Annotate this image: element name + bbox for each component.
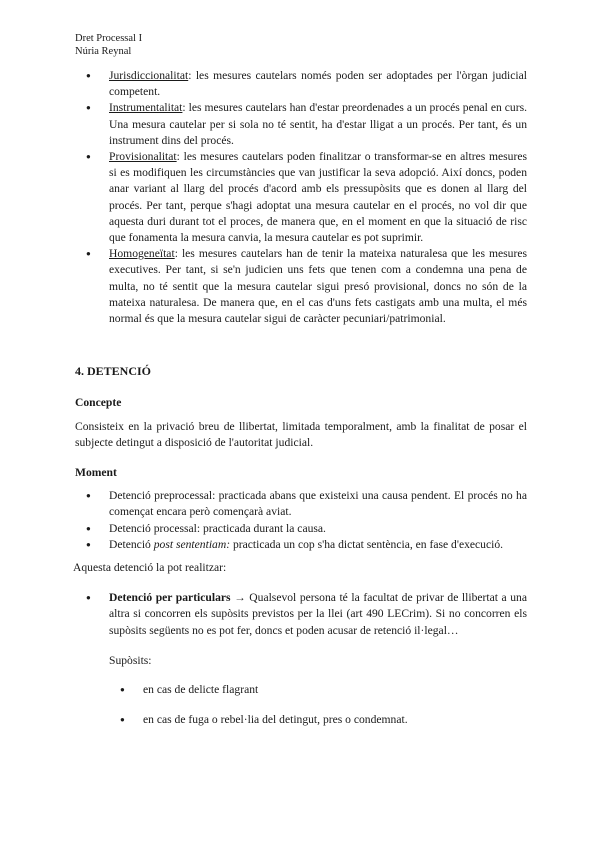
particulars-list bbox=[75, 590, 527, 639]
list-item bbox=[75, 246, 527, 327]
document-body bbox=[75, 68, 527, 729]
page-header bbox=[75, 32, 142, 58]
suposits-label: Supòsits: bbox=[109, 653, 152, 667]
list-item: ● Detenció processal: practicada durant la causa. bbox=[75, 521, 527, 537]
particulars-heading: Detenció per particulars → bbox=[109, 591, 246, 605]
header-subject: Dret Processal I bbox=[75, 33, 143, 44]
term-description: : les mesures cautelars poden finalitzar o transformar-se en altres mesures si es modifiquen les circumstàncies que van justificar la seva adopció. Així doncs, poden anar variant al llarg del procés d'acord amb els pressupòsits que es donen al llarg del procés. Per tant, perque s'hagi adoptat una mesura cautelar en el procés, no vol dir que aquesta duri durant tot el proces, de manera que, en el moment en que la situació de risc que fonamenta la mesura canvia, la mesura cautelar es pot suprimir. bbox=[109, 150, 527, 245]
concepte-text: Consisteix en la privació breu de llibertat, limitada temporalment, amb la finalitat de posar el subjecte detingut a disposició de l'autoritat judicial. bbox=[75, 419, 527, 449]
realitzar-text: Aquesta detenció la pot realitzar: bbox=[73, 561, 227, 575]
concepte-heading: Concepte bbox=[75, 396, 122, 410]
suposits-list bbox=[75, 682, 527, 728]
header-author: Núria Reynal bbox=[75, 46, 132, 57]
moment-suffix: practicada un cop s'ha dictat sentència, en fase d'execució. bbox=[230, 537, 504, 551]
term-homogeneitat: Homogeneïtat bbox=[109, 247, 175, 261]
list-item bbox=[75, 100, 527, 149]
list-item bbox=[75, 590, 527, 639]
moment-list bbox=[75, 488, 527, 553]
term-description: : les mesures cautelars han de tenir la mateixa naturalesa que les mesures executives. Per tant, si se'n judicien uns fets que tenen com a condemna una pena de multa, no té sentit que la mesura cautelar sigui presó provisional, doncs no són de la mateixa naturalesa. De manera que, en el cas d'uns fets castigats amb una multa, el més normal és que la mesura cautelar sigui de caràcter pecuniari/patrimonial. bbox=[109, 247, 527, 326]
list-item: ● en cas de delicte flagrant bbox=[109, 682, 527, 698]
section-title: 4. DETENCIÓ bbox=[75, 364, 152, 379]
term-description: : les mesures cautelars han d'estar preordenades a un procés penal en curs. Una mesura cautelar per si sola no té sentit, ha d'estar lligat a un procés. Per tant, és un instrument dins del procés. bbox=[109, 101, 527, 147]
list-item bbox=[75, 149, 527, 246]
list-item bbox=[75, 537, 527, 553]
list-item bbox=[75, 68, 527, 100]
moment-prefix: Detenció bbox=[109, 537, 154, 551]
post-sententiam: post sententiam: bbox=[153, 537, 231, 551]
mesures-list bbox=[75, 68, 527, 327]
term-instrumentalitat: Instrumentalitat bbox=[109, 101, 183, 115]
moment-heading: Moment bbox=[75, 466, 117, 480]
list-item: ● Detenció preprocessal: practicada abans que existeixi una causa pendent. El procés no ha començat encara però començarà aviat. bbox=[75, 488, 527, 520]
list-item: ● en cas de fuga o rebel·lia del detingut, pres o condemnat. bbox=[109, 712, 527, 728]
term-provisionalitat: Provisionalitat bbox=[109, 150, 177, 164]
term-jurisdiccionalitat: Jurisdiccionalitat bbox=[109, 69, 189, 82]
particulars-text: Qualsevol persona té la facultat de privar de llibertat a una altra si concorren els supòsits previstos per la llei (art 490 LECrim). Si no concorren els supòsits següents no es pot fer, doncs et poden acusar de retenció il·legal… bbox=[109, 591, 527, 637]
term-description: : les mesures cautelars només poden ser adoptades per l'òrgan judicial competent. bbox=[109, 69, 527, 99]
